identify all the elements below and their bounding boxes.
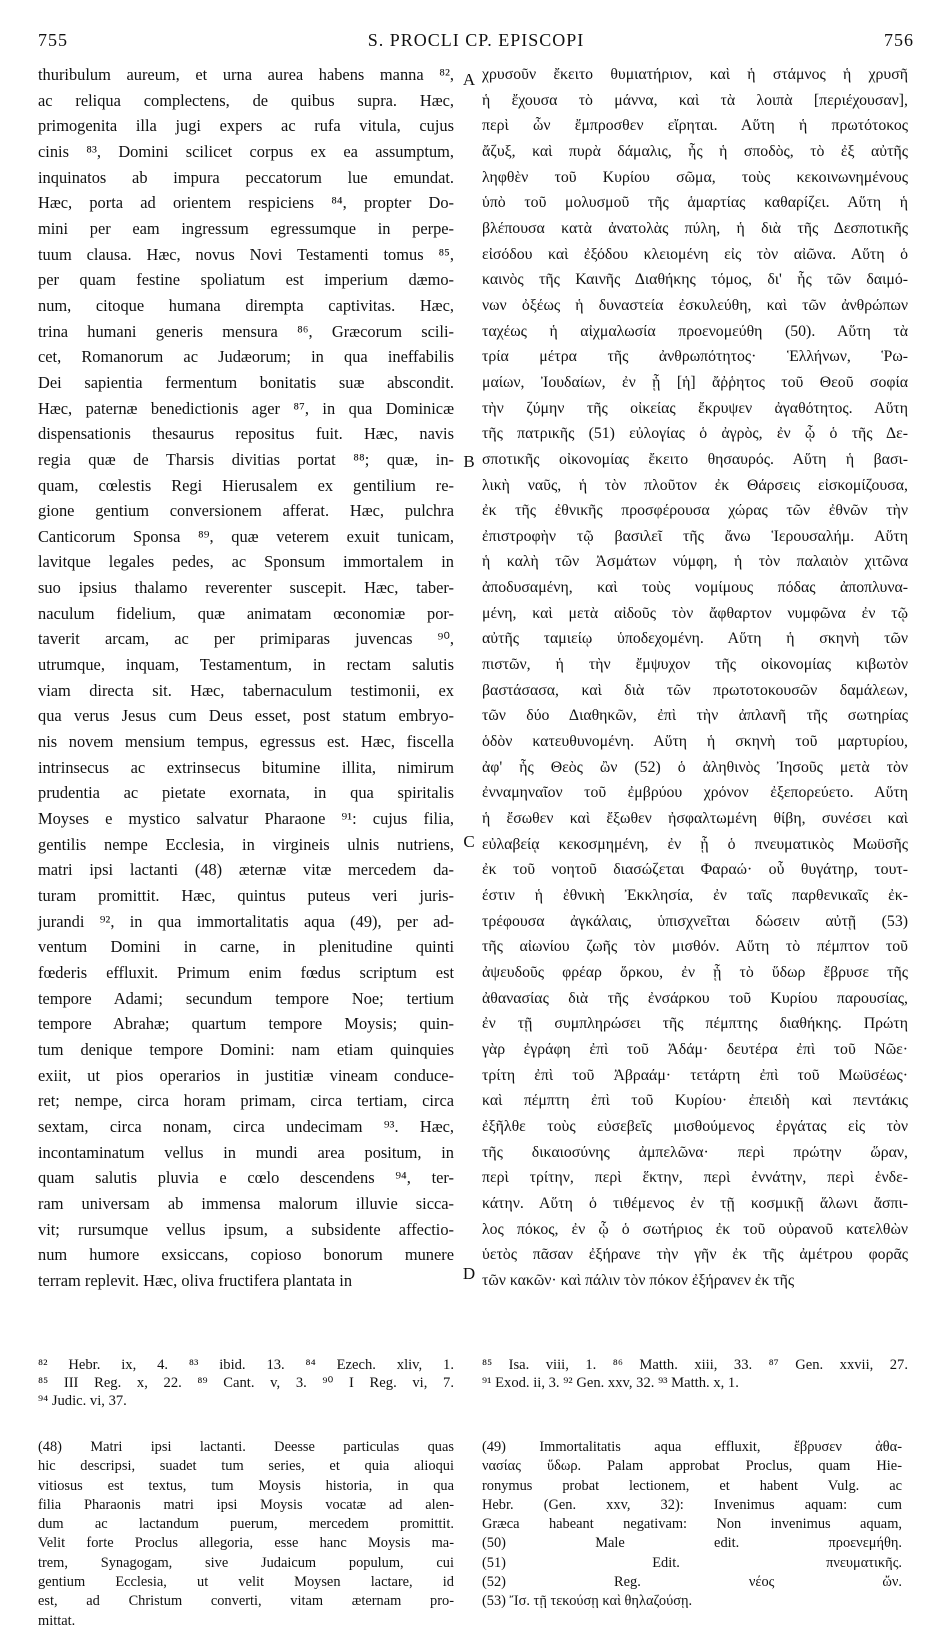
greek-text-line: τῆς πατρικῆς (51) εὐλογίας ὁ ἀγρὸς, ἐν ᾧ ὁ τῆς Δε- — [482, 425, 908, 443]
greek-text-line: κάτην. Αὕτη ὁ τιθέμενος ἐν τῇ κοσμικῇ ἅλωνι ἄσπι- — [482, 1194, 908, 1212]
note-line: (48) Matri ipsi lactanti. Deesse particulas quas — [38, 1439, 454, 1455]
greek-text-line: ἡ ἔσωθεν καὶ ἔξωθεν ἠσφαλτωμένη θίβη, συνέσει καὶ — [482, 810, 908, 828]
note-line: filia Pharaonis matri ipsi Moysis vocatæ ad alen- — [38, 1496, 454, 1513]
note-line: Hebr. (Gen. xxv, 32): Invenimus aquam: cum — [482, 1496, 902, 1513]
greek-text-line: λικὴ ναῦς, ἡ τὸν πλοῦτον ἐκ Θάρσεις εἰσκομίζουσα, — [482, 476, 908, 494]
greek-text-line: μαίων, Ἰουδαίων, ἐν ᾗ [ἡ] ἄῤῥητος τοῦ Θεοῦ σοφία — [482, 373, 908, 391]
latin-text-line: nis novem mensium tempus, egressus est. Hæc, fiscella — [38, 732, 454, 752]
note-line: (50) Male edit. προενεμήθη. — [482, 1535, 902, 1552]
page-title: S. PROCLI CP. EPISCOPI — [367, 30, 585, 50]
greek-text-line: ἡ ἔχουσα τὸ μάννα, καὶ τὰ λοιπὰ [περιέχουσαν], — [482, 91, 908, 109]
greek-text-line: ἐνναμηναῖον τοῦ ἐμβρύου χρόνον ἐξεπορεύετο. Αὕτη — [482, 784, 908, 802]
note-line: mittat. — [38, 1612, 76, 1629]
latin-text-line: Moyses e mystico salvatur Pharaone ⁹¹: cujus filia, — [38, 809, 454, 829]
greek-text-line: βαστάσασα, καὶ διὰ τῶν πρωτοτοκουσῶν δαμάλεων, — [482, 681, 908, 699]
greek-text-line: ἐξῆλθε τοὺς εὐσεβεῖς μισθούμενος ἐργάτας εἰς τὸν — [482, 1117, 908, 1135]
latin-text-line: Hæc, paternæ benedictionis ager ⁸⁷, in qua Dominicæ — [38, 398, 454, 418]
footnote-line: ⁹¹ Exod. ii, 3. ⁹² Gen. xxv, 32. ⁹³ Matth. x, 1. — [482, 1375, 739, 1391]
latin-text-line: quam, cœlestis Regi Hierusalem ex gentilium re- — [38, 475, 454, 495]
latin-text-line: tuum clausa. Hæc, novus Novi Testamenti tomus ⁸⁵, — [38, 244, 454, 264]
greek-text-line: ἡ καλὴ τῶν Ἀσμάτων νύμφη, ἡ τὸν παλαιὸν χιτῶνα — [482, 553, 908, 571]
greek-text-line: ἀθανασίας διὰ τῆς ἐνσάρκου τοῦ Κυρίου παρουσίας, — [482, 989, 908, 1007]
latin-editorial-notes — [38, 1438, 454, 1631]
margin-marker-c: C — [463, 832, 475, 851]
latin-text-line: Dei sapientia fermentum bonitatis suæ abscondit. — [38, 372, 454, 392]
latin-text-line: fœderis effluxit. Primum enim fœdus scriptum est — [38, 962, 454, 982]
latin-text-line: dispensationis thesaurus repositus fuit. Hæc, navis — [38, 424, 454, 444]
greek-text-line: τῶν κακῶν· καὶ πάλιν τὸν πόκον ἐξήρανεν ἐκ τῆς — [482, 1271, 795, 1289]
greek-text-line: έστιν ἡ ἐθνικὴ Ἐκκλησία, ἐν ταῖς παρθενικαῖς ἐκ- — [482, 887, 908, 904]
latin-text-line: jurandi ⁹², in qua immortalitatis aqua (49), per ad- — [38, 911, 454, 931]
greek-text-line: ἐκ τῆς ἐθνικῆς προσφέρουσα χώρας τῶν ἐθνῶν τὴν — [482, 502, 908, 520]
latin-text-line: cet, Romanorum ac Judæorum; in qua ineffabilis — [38, 347, 454, 367]
greek-text-line: ἀποδυσαμένη, καὶ τοὺς νομίμους πόδας ἀποπλυνα- — [482, 579, 908, 597]
latin-text-line: quam salutis pluvia e cœlo descendens ⁹⁴, ter- — [38, 1168, 454, 1188]
latin-text-line: thuribulum aureum, et urna aurea habens manna ⁸², — [38, 65, 454, 84]
latin-text-line: lavitque legales pedes, ac Sponsum immortalem in — [38, 552, 454, 572]
note-line: dum ac lactandum puerum, mercedem promittit. — [38, 1516, 454, 1533]
greek-text-line: ὑετὸς πᾶσαν ἐξήρανε τὴν γῆν ἐκ τῆς ἀμέτρου φορᾶς — [482, 1246, 908, 1264]
latin-text-line: incontaminatum vellus in mundi area positum, in — [38, 1142, 454, 1162]
note-line: hic descripsi, suadet tum series, et quia alioqui — [38, 1458, 454, 1475]
greek-text-line: σποτικῆς οἰκονομίας ἔκειτο θησαυρός. Αὕτη ἡ βασι- — [482, 450, 908, 468]
latin-text-line: regia quæ de Tharsis divitias portat ⁸⁸; quæ, in- — [38, 449, 454, 469]
footnote-line: ⁸⁵ III Reg. x, 22. ⁸⁹ Cant. v, 3. ⁹⁰ I Reg. vi, 7. — [38, 1375, 454, 1391]
note-line: (51) Edit. πνευματικῆς. — [482, 1554, 902, 1571]
latin-text-line: sextam, circa nonam, circa undecimam ⁹³. Hæc, — [38, 1116, 454, 1136]
greek-text-line: περὶ ὧν ἔμπροσθεν εἴρηται. Αὕτη ἡ πρωτότοκος — [482, 117, 908, 135]
greek-footnotes — [482, 1356, 908, 1392]
footnote-line: ⁸² Hebr. ix, 4. ⁸³ ibid. 13. ⁸⁴ Ezech. xliv, 1. — [38, 1357, 454, 1373]
latin-text-line: mini per eam ingressum egressumque in perpe- — [38, 218, 454, 238]
latin-text-line: naculum fidelium, quæ animatam œconomiæ por- — [38, 603, 454, 623]
latin-text-line: gione gentium conversionem afferat. Hæc, pulchra — [38, 501, 454, 521]
latin-text-line: tum denique tempore Domini: nam etiam quinquies — [38, 1039, 454, 1059]
note-line: (52) Reg. νέος ὤν. — [482, 1574, 902, 1591]
latin-text-line: ram universam ab immensa malorum illuvie sicca- — [38, 1193, 454, 1213]
greek-text-line: τῶν δύο Διαθηκῶν, ἐπὶ τὴν ἀπλανῆ τῆς σωτηρίας — [482, 707, 908, 725]
note-line: Velit forte Proclus allegoria, esse hanc Moysis ma- — [38, 1535, 454, 1552]
latin-text-line: terram replevit. Hæc, oliva fructifera plantata in — [38, 1270, 353, 1290]
latin-text-line: per quam festine spoliatum est imperium dæmo- — [38, 270, 454, 290]
latin-text-line: turam promittit. Hæc, quintus puteus veri juris- — [38, 886, 454, 905]
greek-text-line: περὶ τρίτην, περὶ ἕκτην, περὶ ἐννάτην, περὶ ἑνδε- — [482, 1169, 908, 1187]
latin-text-line: cinis ⁸³, Domini scilicet corpus ex ea assumptum, — [38, 141, 454, 161]
greek-text-line: τρίτη ἐπὶ τοῦ Ἀβραάμ· τετάρτη ἐπὶ τοῦ Μωϋσέως· — [482, 1066, 908, 1084]
latin-text-line: exiit, ut pios operarios in justitiæ vineam conduce- — [38, 1065, 454, 1085]
greek-text-line: τρία μέτρα τῆς ἀνθρωπότητος· Ἑλλήνων, Ῥω- — [482, 348, 908, 366]
latin-text-line: tempore Abrahæ; quartum tempore Moysis; quin- — [38, 1014, 454, 1034]
latin-text-line: prudentia ac pietate exornata, in qua spiritalis — [38, 783, 454, 803]
margin-marker-b: B — [463, 452, 475, 471]
note-line: Græca habeant negativam: Non invenimus aquam, — [482, 1516, 902, 1533]
greek-text-line: αὐτῆς ταμιείῳ ὑποδεχομένη. Αὕτη ἡ σκηνὴ τῶν — [482, 630, 908, 648]
greek-text-line: μένη, καὶ μετὰ αἰδοῦς τὸν ἄφθαρτον νυμφῶνα ἐν τῷ — [482, 604, 908, 622]
greek-text-line: ἀψευδοῦς φρέαρ ὅρκου, ἐν ᾗ τὸ ὕδωρ ἔβρυσε τῆς — [482, 963, 908, 981]
latin-text-line: matri ipsi lactanti (48) æternæ vitæ mercedem da- — [38, 860, 454, 880]
note-line: gentium Ecclesia, ut velit Moysen lactare, id — [38, 1574, 454, 1591]
greek-text-line: τρέφουσα ἀγκάλαις, ὑπισχνεῖται δώσειν αὐτῇ (53) — [482, 912, 908, 930]
latin-text-line: intrinsecus ac extrinsecus bitumine illita, nimirum — [38, 757, 454, 777]
note-line: ronymus probat lectionem, et habent Vulg. ac — [482, 1477, 902, 1494]
latin-text-line: suo ipsius thalamo reverenter suscepit. Hæc, taber- — [38, 578, 454, 598]
latin-text-line: trina humani generis mensura ⁸⁶, Græcorum scili- — [38, 321, 454, 341]
greek-text-line: ἐπιστροφὴν τῷ βασιλεῖ τῆς ἄνω Ἱερουσαλήμ. Αὕτη — [482, 527, 908, 545]
latin-text-line: Canticorum Sponsa ⁸⁹, quæ veterem exuit tunicam, — [38, 526, 454, 546]
note-line: est, ad Christum converti, vitam æternam pro- — [38, 1593, 454, 1610]
running-head — [38, 30, 914, 56]
greek-text-line: νων ὀξέως ἡ δυναστεία ἐσκυλεύθη, καὶ τῶν ἀνθρώπων — [482, 296, 908, 314]
greek-text-line: ὁδὸν κατευθυνομένη. Αὕτη ἡ σκηνὴ τοῦ μαρτυρίου, — [482, 733, 908, 751]
footnote-line: ⁸⁵ Isa. viii, 1. ⁸⁶ Matth. xiii, 33. ⁸⁷ Gen. xxvii, 27. — [482, 1357, 908, 1373]
greek-text-line: ἐκ τοῦ νοητοῦ διασώζεται Φαραώ· οὗ θυγάτηρ, τουτ- — [482, 861, 908, 879]
margin-marker-d: D — [462, 1264, 476, 1283]
greek-text-line: καινὸς τῆς Καινῆς Διαθήκης τόμος, δι' ἧς τῶν δαιμό- — [482, 271, 908, 289]
greek-text-line: ἄζυξ, καὶ πυρὰ δάμαλις, ἧς ἡ σποδὸς, τὸ ἐξ αὐτῆς — [482, 142, 908, 160]
greek-editorial-notes — [482, 1438, 902, 1612]
latin-text-line: utrumque, inquam, Testamentum, in rectam salutis — [38, 655, 454, 675]
note-line: (53) Ἴσ. τῇ τεκούσῃ καὶ θηλαζούσῃ. — [482, 1593, 693, 1610]
greek-text-line: ὑπὸ τοῦ μολυσμοῦ τῆς ἁμαρτίας καθαρίζει. Αὕτη ἡ — [482, 194, 908, 212]
greek-text-line: χρυσοῦν ἔκειτο θυμιατήριον, καὶ ἡ στάμνος ἡ χρυσῆ — [482, 66, 908, 83]
greek-text-line: πιστῶν, ἡ τὴν ἔμψυχον τῆς οἰκονομίας κιβωτὸν — [482, 656, 908, 674]
latin-text-line: gentilis nempe Ecclesia, in virgineis ulnis nutriens, — [38, 834, 454, 854]
greek-column — [482, 62, 908, 1294]
latin-text-line: num, citoque humana dirempta captivitas. Hæc, — [38, 295, 454, 315]
greek-text-line: βλέπουσα κατὰ ἀνατολὰς πύλη, ἡ διὰ τῆς Δεσποτικῆς — [482, 219, 908, 237]
latin-text-line: tempore Adami; secundum tempore Noe; tertium — [38, 988, 454, 1008]
note-line: νασίας ὕδωρ. Palam approbat Proclus, quam Hie- — [482, 1458, 902, 1475]
latin-text-line: primogenita illa jugi expers ac rufa vitula, cujus — [38, 116, 454, 136]
latin-text-line: viam directa sit. Hæc, tabernaculum testimonii, ex — [38, 680, 454, 700]
greek-text-line: λος πόκος, ἐν ᾧ ὁ σωτήριος ἐκ τοῦ οὐρανοῦ κατελθὼν — [482, 1220, 908, 1238]
page-number-right: 756 — [884, 30, 914, 50]
note-line: trem, Synagogam, sive Judaicum populum, cui — [38, 1554, 454, 1571]
latin-text-line: ac reliqua complectens, de quibus supra. Hæc, — [38, 90, 454, 110]
latin-text-line: ret; nempe, circa horam primam, circa tertiam, circa — [38, 1091, 454, 1111]
latin-footnotes — [38, 1356, 454, 1410]
footnote-line: ⁹⁴ Judic. vi, 37. — [38, 1393, 127, 1409]
greek-text-line: τῆς αἰωνίου ζωῆς τὸν μισθόν. Αὕτη τὸ πέμπτον τοῦ — [482, 938, 908, 956]
greek-text-line: ληφθὲν τοῦ Κυρίου σῶμα, τοὺς κεκοινωνημένους — [482, 168, 908, 186]
note-line: vitiosus est textus, tum Moysis historia, in qua — [38, 1477, 454, 1494]
greek-text-line: ἀφ' ἧς Θεὸς ὢν (52) ὁ ἀληθινὸς Ἰησοῦς μετὰ τὸν — [482, 758, 908, 776]
note-line: (49) Immortalitatis aqua effluxit, ἔβρυσεν ἀθα- — [482, 1439, 902, 1455]
greek-text-line: γὰρ ἐγράφη ἐπὶ τοῦ Ἀδάμ· δευτέρα ἐπὶ τοῦ Νῶε· — [482, 1040, 908, 1058]
latin-column — [38, 62, 454, 1294]
latin-text-line: Hæc, porta ad orientem respiciens ⁸⁴, propter Do- — [38, 193, 454, 213]
greek-text-line: ταχέως ἡ αἰχμαλωσία προενομεύθη (50). Αὕτη τὰ — [482, 322, 908, 340]
greek-text-line: εὐλαβείᾳ κεκοσμημένη, ἐν ᾗ ὁ πνευματικὸς Μωϋσῆς — [482, 835, 908, 853]
greek-text-line: ἐν τῇ συμπληρώσει τῆς πέμπτης διαθήκης. Πρώτη — [482, 1015, 908, 1033]
latin-text-line: qua verus Jesus cum Deus esset, post statum embryo- — [38, 706, 454, 726]
latin-text-line: vit; rursumque vellus ipsum, a subsidente affectio- — [38, 1219, 454, 1239]
greek-text-line: τὴν ζύμην τῆς οἰκείας ἔκρυψεν ἀγαθότητος. Αὕτη — [482, 399, 908, 417]
greek-text-line: τῆς δικαιοσύνης ἀμπελῶνα· περὶ πρώτην ὥραν, — [482, 1143, 908, 1161]
latin-text-line: num humore exsiccans, copioso bonorum munere — [38, 1245, 454, 1265]
greek-text-line: εἰσόδου καὶ ἐξόδου κλειομένη εἰς τὸν αἰῶνα. Αὕτη ὁ — [482, 245, 908, 263]
latin-text-line: ventum Domini in carne, in plenitudine quinti — [38, 937, 454, 957]
latin-text-line: taverit arcam, ac per primiparas juvencas ⁹⁰, — [38, 629, 454, 649]
greek-text-line: καὶ πέμπτη ἐπὶ τοῦ Κυρίου· ἐπειδὴ καὶ πεντάκις — [482, 1092, 908, 1110]
margin-marker-a: A — [462, 70, 476, 89]
latin-text-line: inquinatos ab impura peccatorum lue emundat. — [38, 167, 454, 187]
page-number-left: 755 — [38, 30, 68, 50]
